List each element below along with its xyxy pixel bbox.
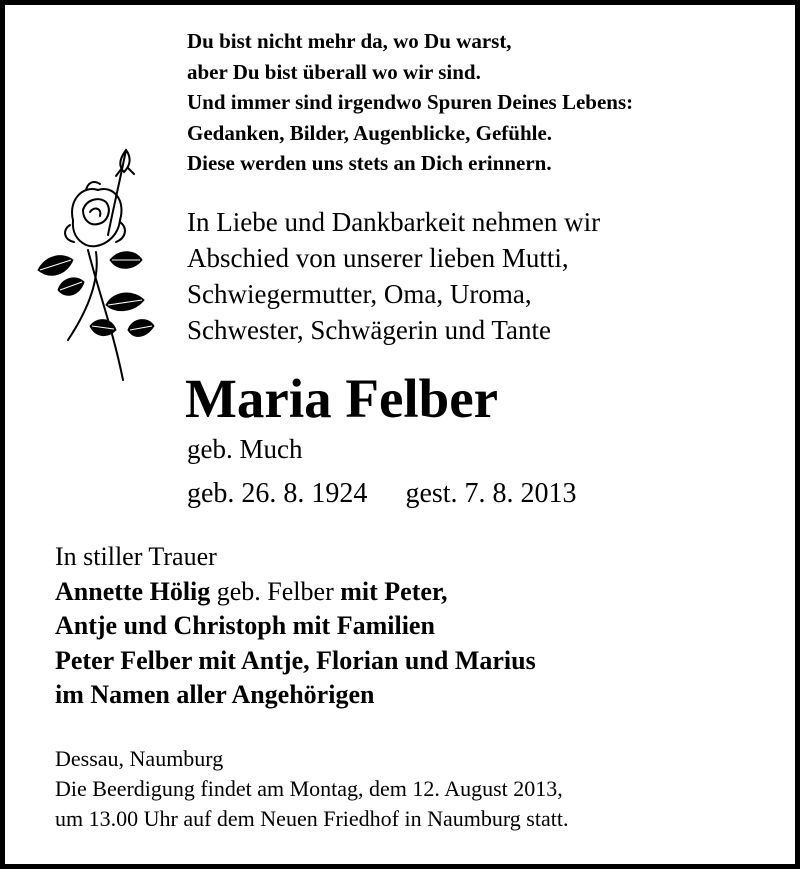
places: Dessau, Naumburg	[55, 746, 224, 771]
intro-line: In Liebe und Dankbarkeit nehmen wir	[187, 207, 601, 237]
intro-line: Abschied von unserer lieben Mutti,	[187, 243, 569, 273]
funeral-info	[55, 744, 568, 834]
poem-line: Gedanken, Bilder, Augenblicke, Gefühle.	[187, 120, 553, 145]
mourner-line: Antje und Christoph mit Familien	[55, 611, 435, 640]
mourners	[55, 540, 536, 713]
mourning-heading: In stiller Trauer	[55, 542, 217, 571]
death-date: gest. 7. 8. 2013	[405, 478, 577, 509]
intro-line: Schwiegermutter, Oma, Uroma,	[187, 279, 532, 309]
mourner-partner: mit Peter,	[340, 576, 448, 606]
life-dates	[187, 476, 577, 512]
funeral-line: um 13.00 Uhr auf dem Neuen Friedhof in Naumburg statt.	[55, 806, 569, 831]
funeral-line: Die Beerdigung findet am Montag, dem 12. August 2013,	[55, 776, 563, 801]
poem-line: aber Du bist überall wo wir sind.	[187, 59, 481, 84]
deceased-name: Maria Felber	[185, 368, 499, 429]
intro-line: Schwester, Schwägerin und Tante	[187, 315, 551, 345]
farewell-intro	[187, 204, 600, 348]
birth-name: geb. Much	[187, 434, 303, 464]
poem-line: Und immer sind irgendwo Spuren Deines Lebens:	[187, 90, 634, 114]
mourner-name: Annette Hölig	[55, 576, 211, 606]
mourner-line: Peter Felber mit Antje, Florian und Marius	[55, 645, 536, 675]
mourner-line	[55, 575, 536, 610]
mourner-birth-name: geb. Felber	[210, 576, 341, 606]
poem-line: Diese werden uns stets an Dich erinnern.	[187, 151, 552, 175]
poem	[187, 26, 633, 179]
poem-line: Du bist nicht mehr da, wo Du warst,	[187, 29, 512, 53]
rose-icon	[28, 140, 158, 385]
mourner-line: im Namen aller Angehörigen	[55, 680, 375, 709]
birth-date: geb. 26. 8. 1924	[187, 478, 368, 509]
